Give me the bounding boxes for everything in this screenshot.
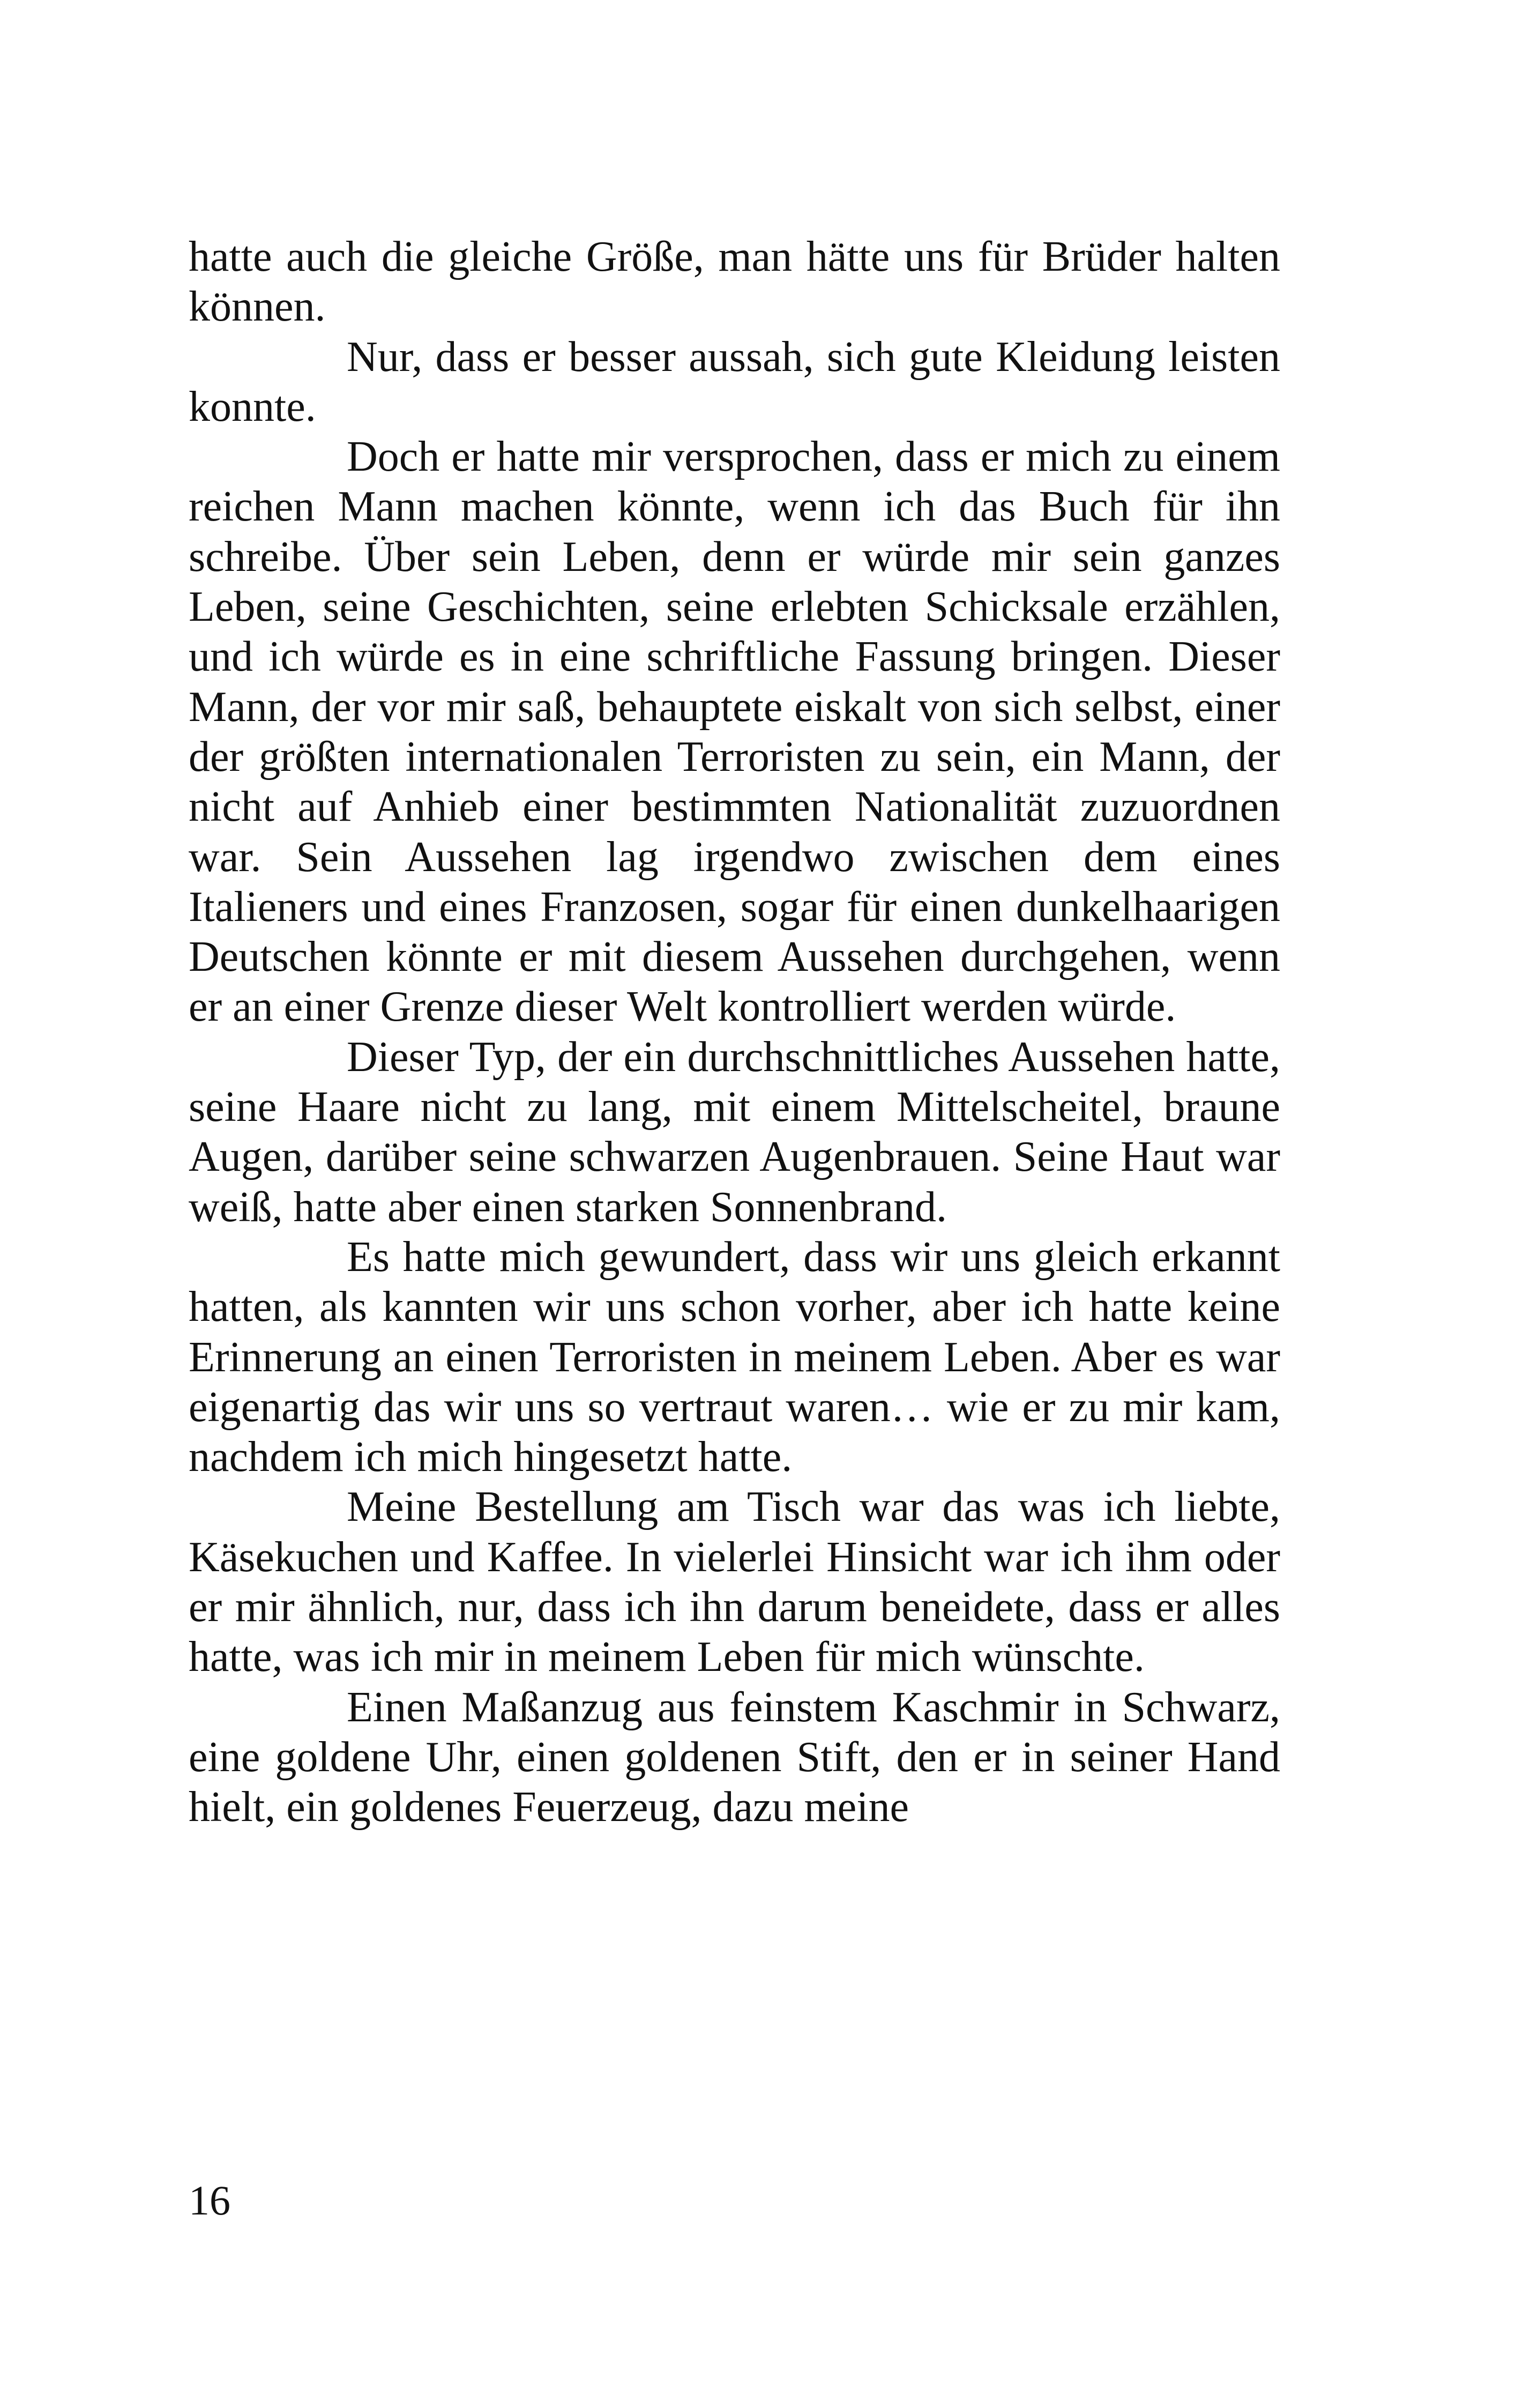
paragraph: Nur, dass er besser aussah, sich gute Kleidung leisten konnte. (189, 333, 1280, 430)
body-text (189, 232, 1280, 1833)
paragraph: Es hatte mich gewundert, dass wir uns gleich erkannt hatten, als kannten wir uns schon vorher, aber ich hatte keine Erinnerung an einen Terroristen in meinem Leben. Aber es war eigenartig das wir uns so vertraut waren… wie er zu mir kam, nachdem ich mich hingesetzt hatte. (189, 1233, 1280, 1481)
paragraph: hatte auch die gleiche Größe, man hätte uns für Brüder halten können. (189, 233, 1280, 331)
paragraph: Doch er hatte mir versprochen, dass er mich zu einem reichen Mann machen könnte, wenn ich das Buch für ihn schreibe. Über sein Leben, denn er würde mir sein ganzes Leben, seine Geschichten, seine erlebten Schicksale erzählen, und ich würde es in eine schriftliche Fassung bringen. Dieser Mann, der vor mir saß, behauptete eiskalt von sich selbst, einer der größten internationalen Terroristen zu sein, ein Mann, der nicht auf Anhieb einer bestimmten Nationalität zuzuordnen war. Sein Aussehen lag irgendwo zwischen dem eines Italieners und eines Franzosen, sogar für einen dunkelhaarigen Deutschen könnte er mit diesem Aussehen durchgehen, wenn er an einer Grenze dieser Welt kontrolliert werden würde. (189, 433, 1280, 1031)
page-number: 16 (189, 2177, 230, 2224)
paragraph: Dieser Typ, der ein durchschnittliches Aussehen hatte, seine Haare nicht zu lang, mit einem Mittelscheitel, braune Augen, darüber seine schwarzen Augenbrauen. Seine Haut war weiß, hatte aber einen starken Sonnenbrand. (189, 1033, 1280, 1231)
paragraph: Einen Maßanzug aus feinstem Kaschmir in Schwarz, eine goldene Uhr, einen goldenen Stift, den er in seiner Hand hielt, ein goldenes Feuerzeug, dazu meine (189, 1683, 1280, 1831)
paragraph: Meine Bestellung am Tisch war das was ich liebte, Käsekuchen und Kaffee. In vielerlei Hinsicht war ich ihm oder er mir ähnlich, nur, dass ich ihn darum beneidete, dass er alles hatte, was ich mir in meinem Leben für mich wünschte. (189, 1483, 1280, 1681)
